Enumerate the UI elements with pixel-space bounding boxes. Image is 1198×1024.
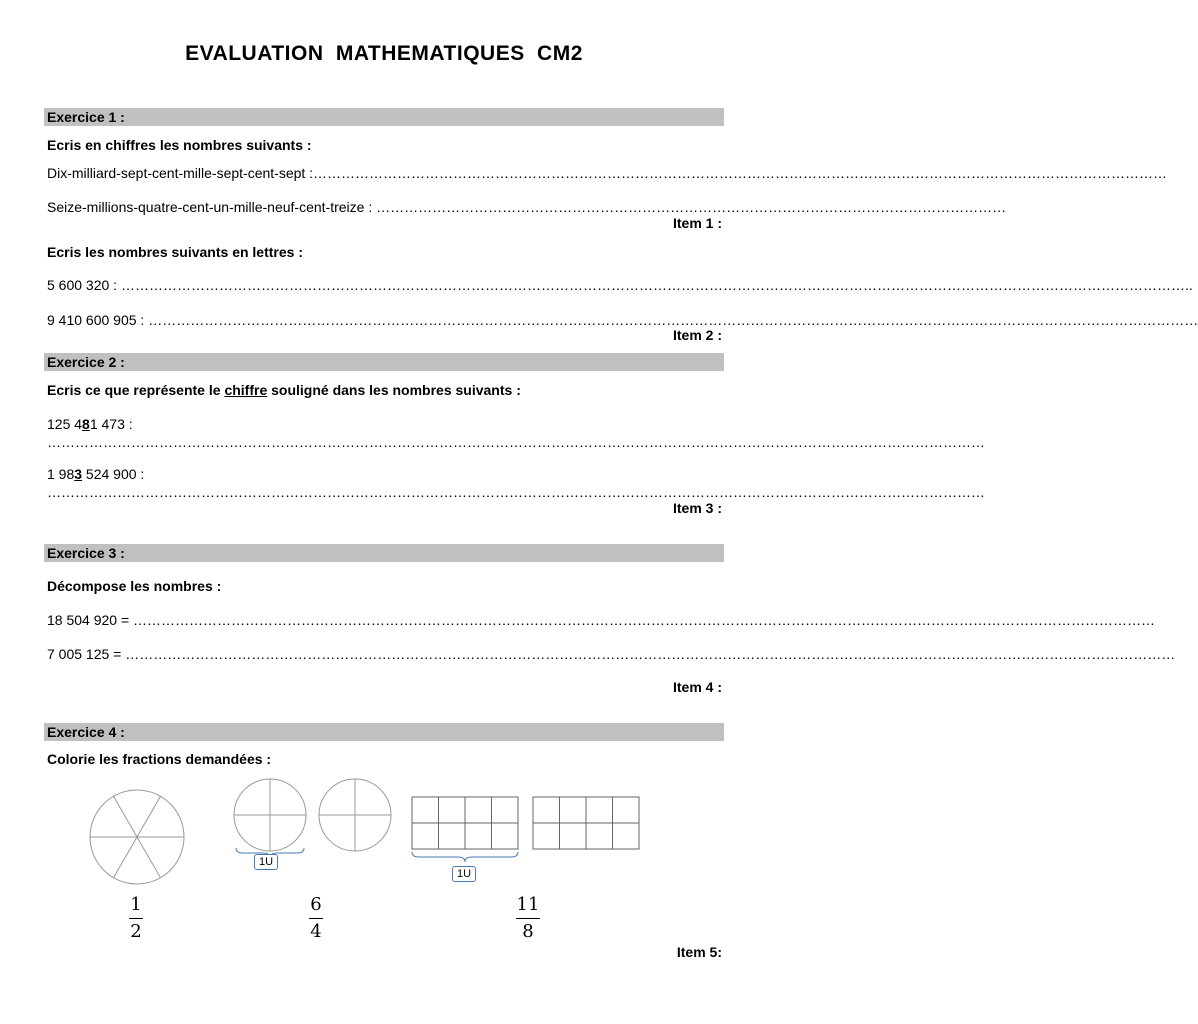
unit-label-2: 1U (452, 866, 476, 882)
circle-sixths[interactable] (90, 790, 184, 884)
exercise-1-line-4[interactable]: 9 410 600 905 : ……………………………………………………………………………………………………………………………………………………………………………………………………… (47, 312, 1198, 328)
underlined-digit: 8 (82, 416, 90, 432)
exercise-2-answer-1[interactable]: ………………………………………………………………………………………………………………………………………………………………………………… (47, 434, 985, 450)
exercise-4-header: Exercice 4 : (44, 723, 724, 741)
item-5-label: Item 5: (676, 944, 722, 960)
fraction-3: 11 8 (516, 894, 540, 942)
question-underlined-word: chiffre (224, 382, 268, 398)
exercise-1-line-3[interactable]: 5 600 320 : ………………………………………………………………………………………………………………………………………………………………………………………………………….. (47, 277, 1193, 293)
exercise-3-question: Décompose les nombres : (47, 578, 222, 594)
rectangle-eighths-2[interactable] (533, 797, 639, 849)
item-2-label: Item 2 : (672, 327, 722, 343)
exercise-4-question: Colorie les fractions demandées : (47, 751, 272, 767)
exercise-2-question (47, 382, 521, 398)
circle-quarters-2[interactable] (319, 779, 391, 851)
exercise-1-line-1[interactable]: Dix-milliard-sept-cent-mille-sept-cent-sept :………………………………………………………………………………………………………………………………………………………………… (47, 165, 1168, 181)
page-title: EVALUATION MATHEMATIQUES CM2 (185, 42, 583, 65)
exercise-1-question-1: Ecris en chiffres les nombres suivants : (47, 137, 312, 153)
exercise-1-line-2[interactable]: Seize-millions-quatre-cent-un-mille-neuf-cent-treize : ……………………………………………………………………………………………………………………… (47, 199, 1007, 215)
circle-quarters-1[interactable] (234, 779, 306, 851)
fraction-2: 6 4 (310, 894, 322, 942)
rectangle-eighths-1[interactable] (412, 797, 518, 849)
exercise-2-header: Exercice 2 : (44, 353, 724, 371)
underlined-digit: 3 (74, 466, 83, 482)
exercise-1-header: Exercice 1 : (44, 108, 724, 126)
exercise-2-number-2: 1 983 524 900 : (47, 466, 145, 482)
fraction-figures (0, 780, 768, 890)
exercise-2-number-1: 125 481 473 : (47, 416, 133, 432)
exercise-3-header: Exercice 3 : (44, 544, 724, 562)
exercise-2-answer-2[interactable]: ………………………………………………………………………………………………………………………………………………………………………………… (47, 484, 985, 500)
unit-brace-2 (412, 852, 518, 862)
question-text-after: souligné dans les nombres suivants : (267, 382, 521, 398)
fraction-1: 1 2 (130, 894, 142, 942)
exercise-1-question-2: Ecris les nombres suivants en lettres : (47, 244, 303, 260)
exercise-3-line-1[interactable]: 18 504 920 = ………………………………………………………………………………………………………………………………………………………………………………………………… (47, 612, 1156, 628)
item-1-label: Item 1 : (672, 215, 722, 231)
exercise-3-line-2[interactable]: 7 005 125 = ……………………………………………………………………………………………………………………………………………………………………………………………………… (47, 646, 1176, 662)
item-4-label: Item 4 : (672, 679, 722, 695)
question-text-before: Ecris ce que représente le (47, 382, 225, 398)
unit-label-1: 1U (254, 854, 278, 870)
item-3-label: Item 3 : (672, 500, 722, 516)
